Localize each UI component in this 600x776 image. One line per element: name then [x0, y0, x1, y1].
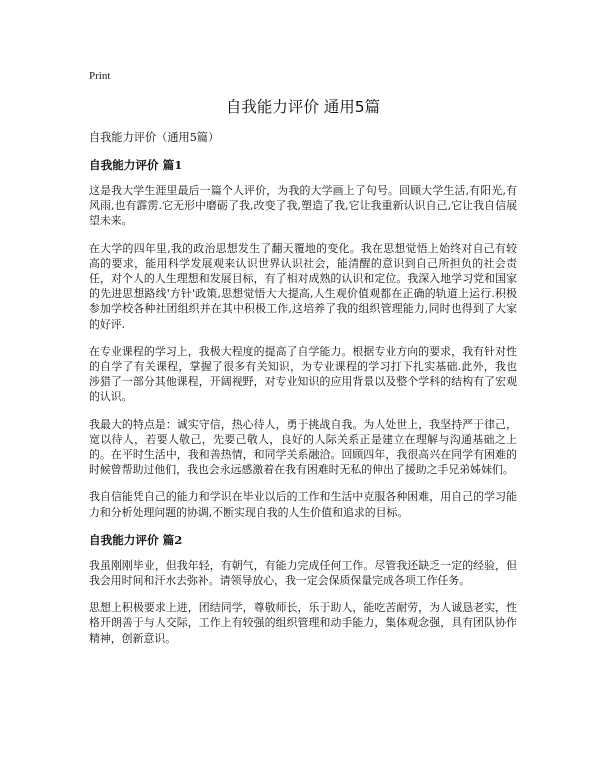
- section-1: [89, 157, 517, 520]
- document-title: 自我能力评价 通用5篇: [225, 98, 381, 116]
- document-content: [89, 96, 517, 658]
- section-2: [89, 532, 517, 646]
- section-heading: 自我能力评价 篇2: [89, 532, 183, 547]
- document-subtitle: 自我能力评价（通用5篇）: [89, 131, 220, 144]
- paragraph: 这是我大学生涯里最后一篇个人评价，为我的大学画上了句号。回顾大学生活,有阳光,有风雨,也有霹雳.它无形中磨砺了我,改变了我,塑造了我,它让我重新认识自己,它让我自信展望未来。: [89, 184, 517, 228]
- print-link[interactable]: Print: [89, 70, 111, 82]
- paragraph: 在大学的四年里,我的政治思想发生了翻天覆地的变化。我在思想觉悟上始终对自己有较高的要求，能用科学发展观来认识世界认识社会，能清醒的意识到自己所担负的社会责任，对个人的人生理想和发展目标，有了相对成熟的认识和定位。我深入地学习党和国家的先进思想路线'方针'政策,思想觉悟大大提高,人生观价值观都在正确的轨道上运行.积极参加学校各种社团组织并在其中积极工作,这培养了我的组织管理能力,同时也得到了大家的好评.: [89, 241, 517, 331]
- paragraph: 我自信能凭自己的能力和学识在毕业以后的工作和生活中克服各种困难，用自己的学习能力和分析处理问题的协调,不断实现自我的人生价值和追求的目标。: [89, 490, 517, 519]
- paragraph: 我虽刚刚毕业，但我年轻，有朝气，有能力完成任何工作。尽管我还缺乏一定的经验，但我会用时间和汗水去弥补。请领导放心，我一定会保质保量完成各项工作任务。: [89, 558, 517, 588]
- paragraph: 在专业课程的学习上，我极大程度的提高了自学能力。根据专业方向的要求，我有针对性的自学了有关课程，掌握了很多有关知识，为专业课程的学习打下扎实基础.此外，我也涉猎了一部分其他课程，开阔视野，对专业知识的应用背景以及整个学科的结构有了宏观的认识。: [89, 344, 517, 404]
- paragraph: 我最大的特点是：诚实守信，热心待人，勇于挑战自我。为人处世上，我坚持严于律己，宽以待人，若要人敬己，先要己敬人，良好的人际关系正是建立在理解与沟通基础之上的。在平时生活中，我和善热情，和同学关系融洽。回顾四年，我很高兴在同学有困难的时候曾帮助过他们，我也会永远感激着在我有困难时无私的伸出了援助之手兄弟姊妹们。: [89, 417, 517, 477]
- section-heading: 自我能力评价 篇1: [89, 158, 183, 172]
- paragraph: 思想上积极要求上进，团结同学，尊敬师长，乐于助人，能吃苦耐劳，为人诚恳老实，性格开朗善于与人交际，工作上有较强的组织管理和动手能力，集体观念强，具有团队协作精神，创新意识。: [89, 601, 517, 645]
